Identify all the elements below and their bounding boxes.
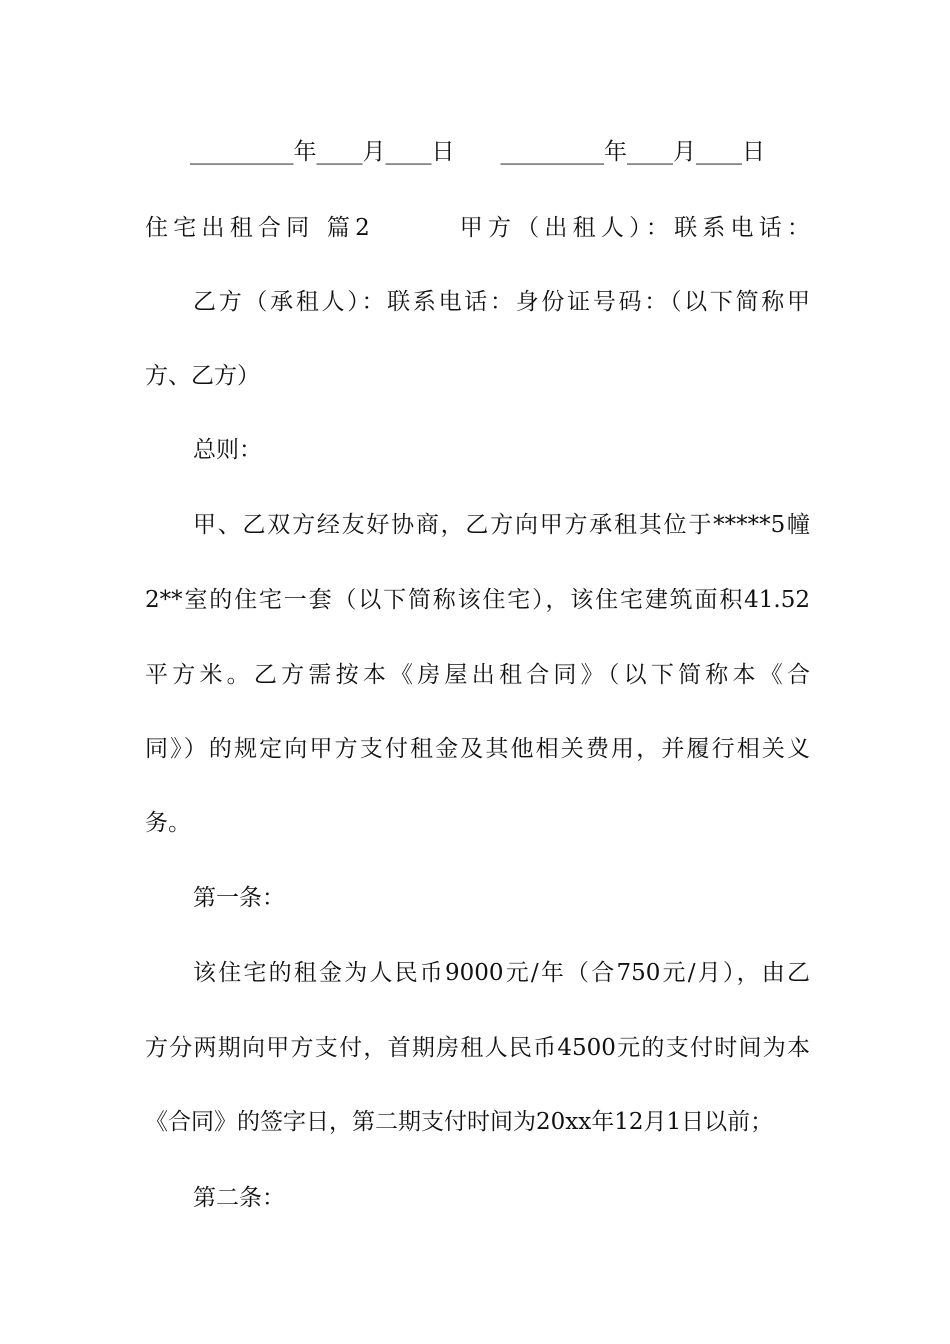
article-1-line-3: 《合同》的签字日，第二期支付时间为20xx年12月1日以前； — [145, 1109, 774, 1135]
date-left: _________年____月____日 — [190, 139, 455, 165]
general-para-line-5: 务。 — [145, 810, 191, 836]
general-para-line-3: 平方米。乙方需按本《房屋出租合同》（以下简称本《合 — [145, 662, 810, 688]
article-2-heading: 第二条： — [193, 1185, 285, 1211]
article-1-line-2: 方分两期向甲方支付，首期房租人民币4500元的支付时间为本 — [145, 1035, 810, 1061]
general-heading: 总则： — [193, 437, 262, 463]
general-para-line-1: 甲、乙双方经友好协商，乙方向甲方承租其位于*****5幢 — [193, 512, 810, 538]
general-para-line-4: 同》）的规定向甲方支付租金及其他相关费用，并履行相关义 — [145, 736, 810, 762]
party-b-line-cont: 方、乙方） — [145, 363, 260, 389]
contract-heading-line: 住宅出租合同 篇2 甲方（出租人）：联系电话： — [145, 215, 810, 241]
article-1-heading: 第一条： — [193, 885, 285, 911]
general-para-line-2: 2**室的住宅一套（以下简称该住宅），该住宅建筑面积41.52 — [145, 587, 810, 613]
date-right: _________年____月____日 — [500, 139, 765, 165]
article-1-line-1: 该住宅的租金为人民币9000元/年（合750元/月），由乙 — [193, 960, 810, 986]
party-b-line: 乙方（承租人）：联系电话：身份证号码：（以下简称甲 — [193, 289, 810, 315]
signature-date-line — [190, 132, 765, 172]
